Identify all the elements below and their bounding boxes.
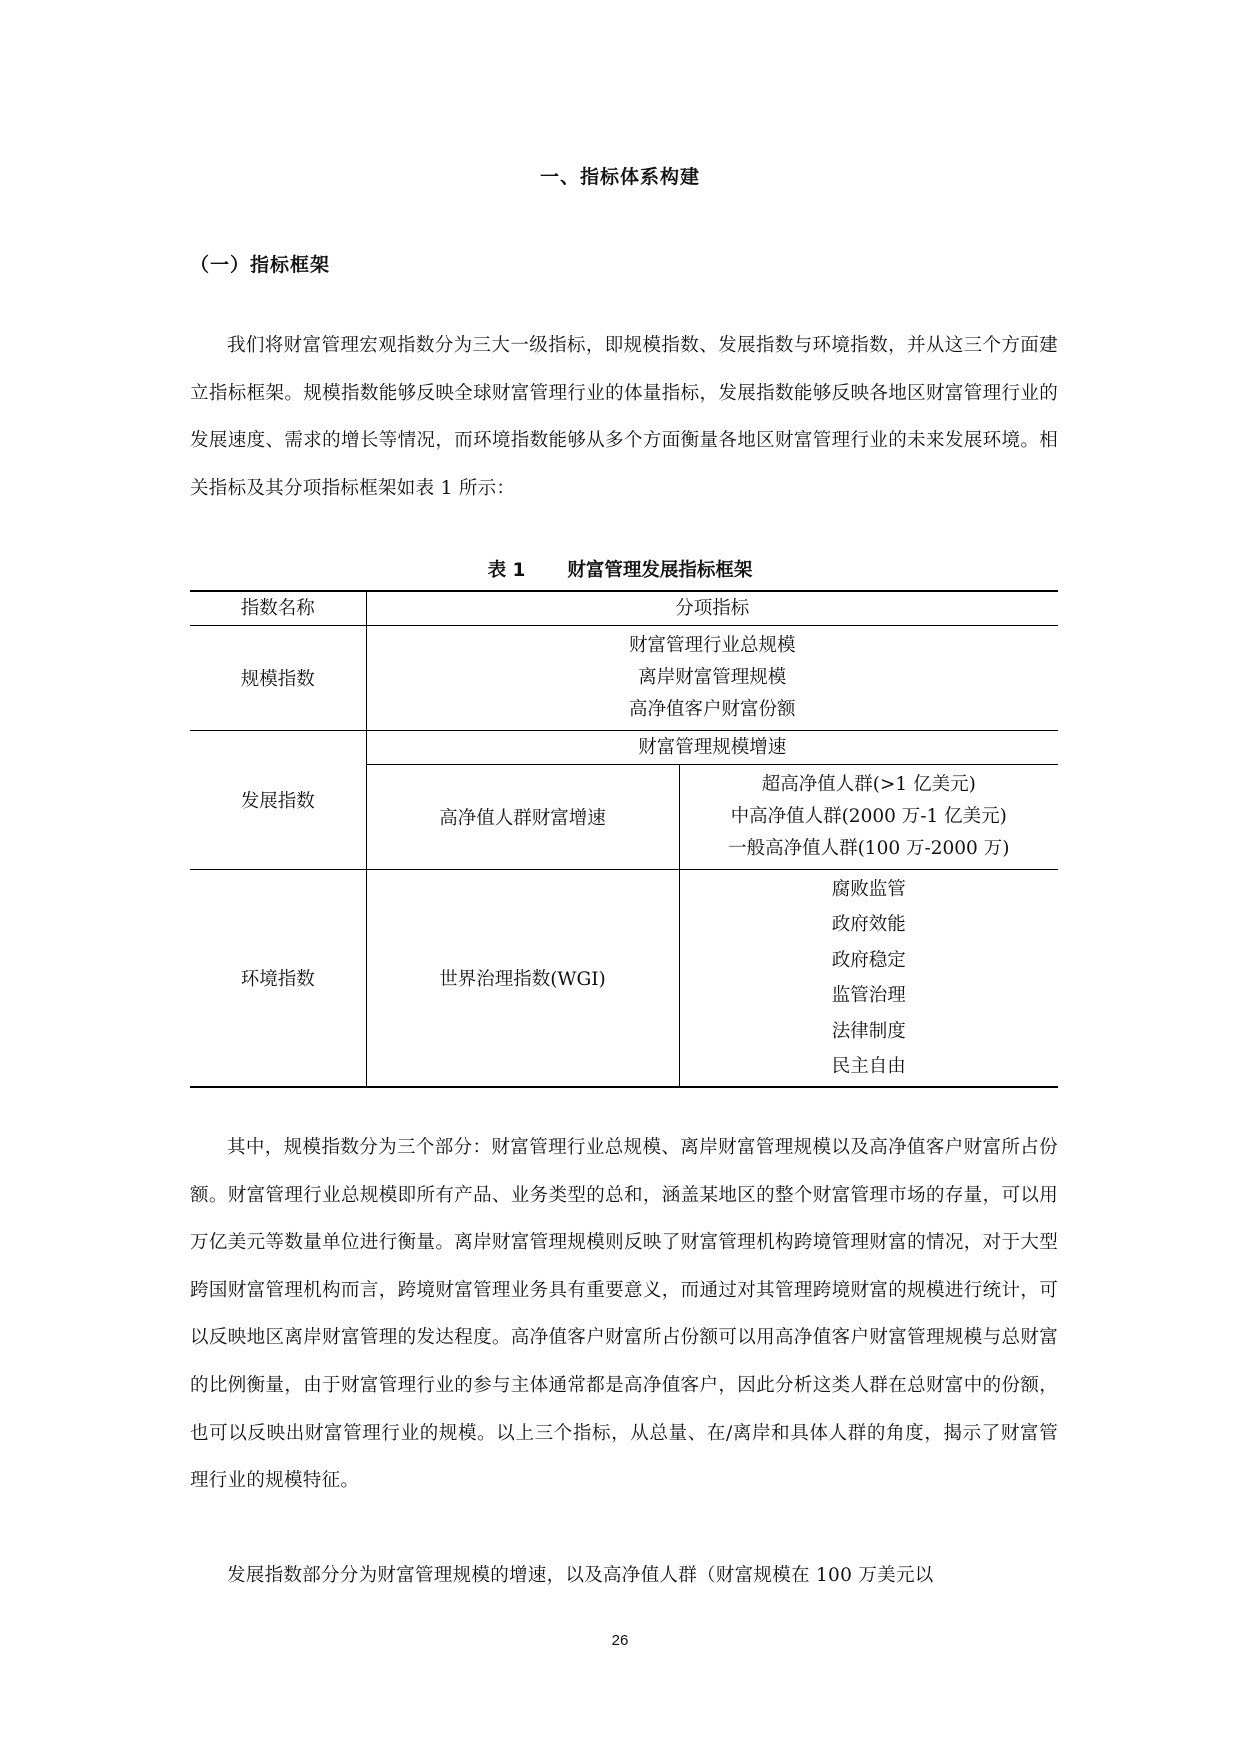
scale-item: 财富管理行业总规模: [628, 635, 796, 656]
development-index-name: 发展指数: [240, 791, 315, 812]
environment-index-name: 环境指数: [240, 969, 315, 990]
table-caption-number: 表 1: [487, 560, 526, 581]
scale-item: 离岸财富管理规模: [638, 667, 787, 688]
table-caption: [0, 556, 1240, 582]
development-description-paragraph: 发展指数部分分为财富管理规模的增速，以及高净值人群（财富规模在 100 万美元以: [227, 1565, 934, 1586]
environment-group-name: 世界治理指数(WGI): [366, 870, 679, 1088]
environment-item: 监管治理: [831, 985, 906, 1006]
environment-item: 政府效能: [831, 914, 906, 935]
section-heading: 一、指标体系构建: [539, 166, 700, 188]
header-index-name: 指数名称: [240, 597, 315, 619]
environment-item: 法律制度: [831, 1020, 906, 1042]
scale-index-name: 规模指数: [240, 669, 315, 690]
environment-item: 民主自由: [831, 1056, 906, 1077]
development-item: 超高净值人群(>1 亿美元): [761, 774, 976, 795]
scale-item: 高净值客户财富份额: [628, 699, 796, 720]
table-caption-title: 财富管理发展指标框架: [567, 560, 753, 581]
environment-item: 腐败监管: [831, 878, 906, 900]
scale-description-paragraph: 其中，规模指数分为三个部分：财富管理行业总规模、离岸财富管理规模以及高净值客户财富所占份额。财富管理行业总规模即所有产品、业务类型的总和，涵盖某地区的整个财富管理市场的存量，可以用万亿美元等数量单位进行衡量。离岸财富管理规模则反映了财富管理机构跨境管理财富的情况，对于大型跨国财富管理机构而言，跨境财富管理业务具有重要意义，而通过对其管理跨境财富的规模进行统计，可以反映地区离岸财富管理的发达程度。高净值客户财富所占份额可以用高净值客户财富管理规模与总财富的比例衡量，由于财富管理行业的参与主体通常都是高净值客户，因此分析这类人群在总财富中的份额，也可以反映出财富管理行业的规模。以上三个指标，从总量、在/离岸和具体人群的角度，揭示了财富管理行业的规模特征。: [190, 1137, 1058, 1492]
development-growth-rate: 财富管理规模增速: [366, 731, 1058, 765]
table-row-development-top: [190, 731, 1058, 765]
intro-paragraph: 我们将财富管理宏观指数分为三大一级指标，即规模指数、发展指数与环境指数，并从这三个方面建立指标框架。规模指数能够反映全球财富管理行业的体量指标，发展指数能够反映各地区财富管理行业的发展速度、需求的增长等情况，而环境指数能够从多个方面衡量各地区财富管理行业的未来发展环境。相关指标及其分项指标框架如表 1 所示：: [190, 335, 1058, 499]
environment-item: 政府稳定: [831, 949, 906, 971]
table-header-row: [190, 591, 1058, 626]
table-row-environment: [190, 870, 1058, 1088]
indicator-framework-table: [190, 590, 1058, 1088]
header-sub-indicators: 分项指标: [366, 591, 1058, 626]
development-item: 中高净值人群(2000 万-1 亿美元): [730, 806, 1007, 827]
page-number: 26: [611, 1632, 629, 1649]
development-item: 一般高净值人群(100 万-2000 万): [728, 838, 1010, 859]
table-row-scale: [190, 626, 1058, 731]
development-group-name: 高净值人群财富增速: [366, 765, 679, 870]
subsection-heading: （一）指标框架: [190, 254, 331, 276]
